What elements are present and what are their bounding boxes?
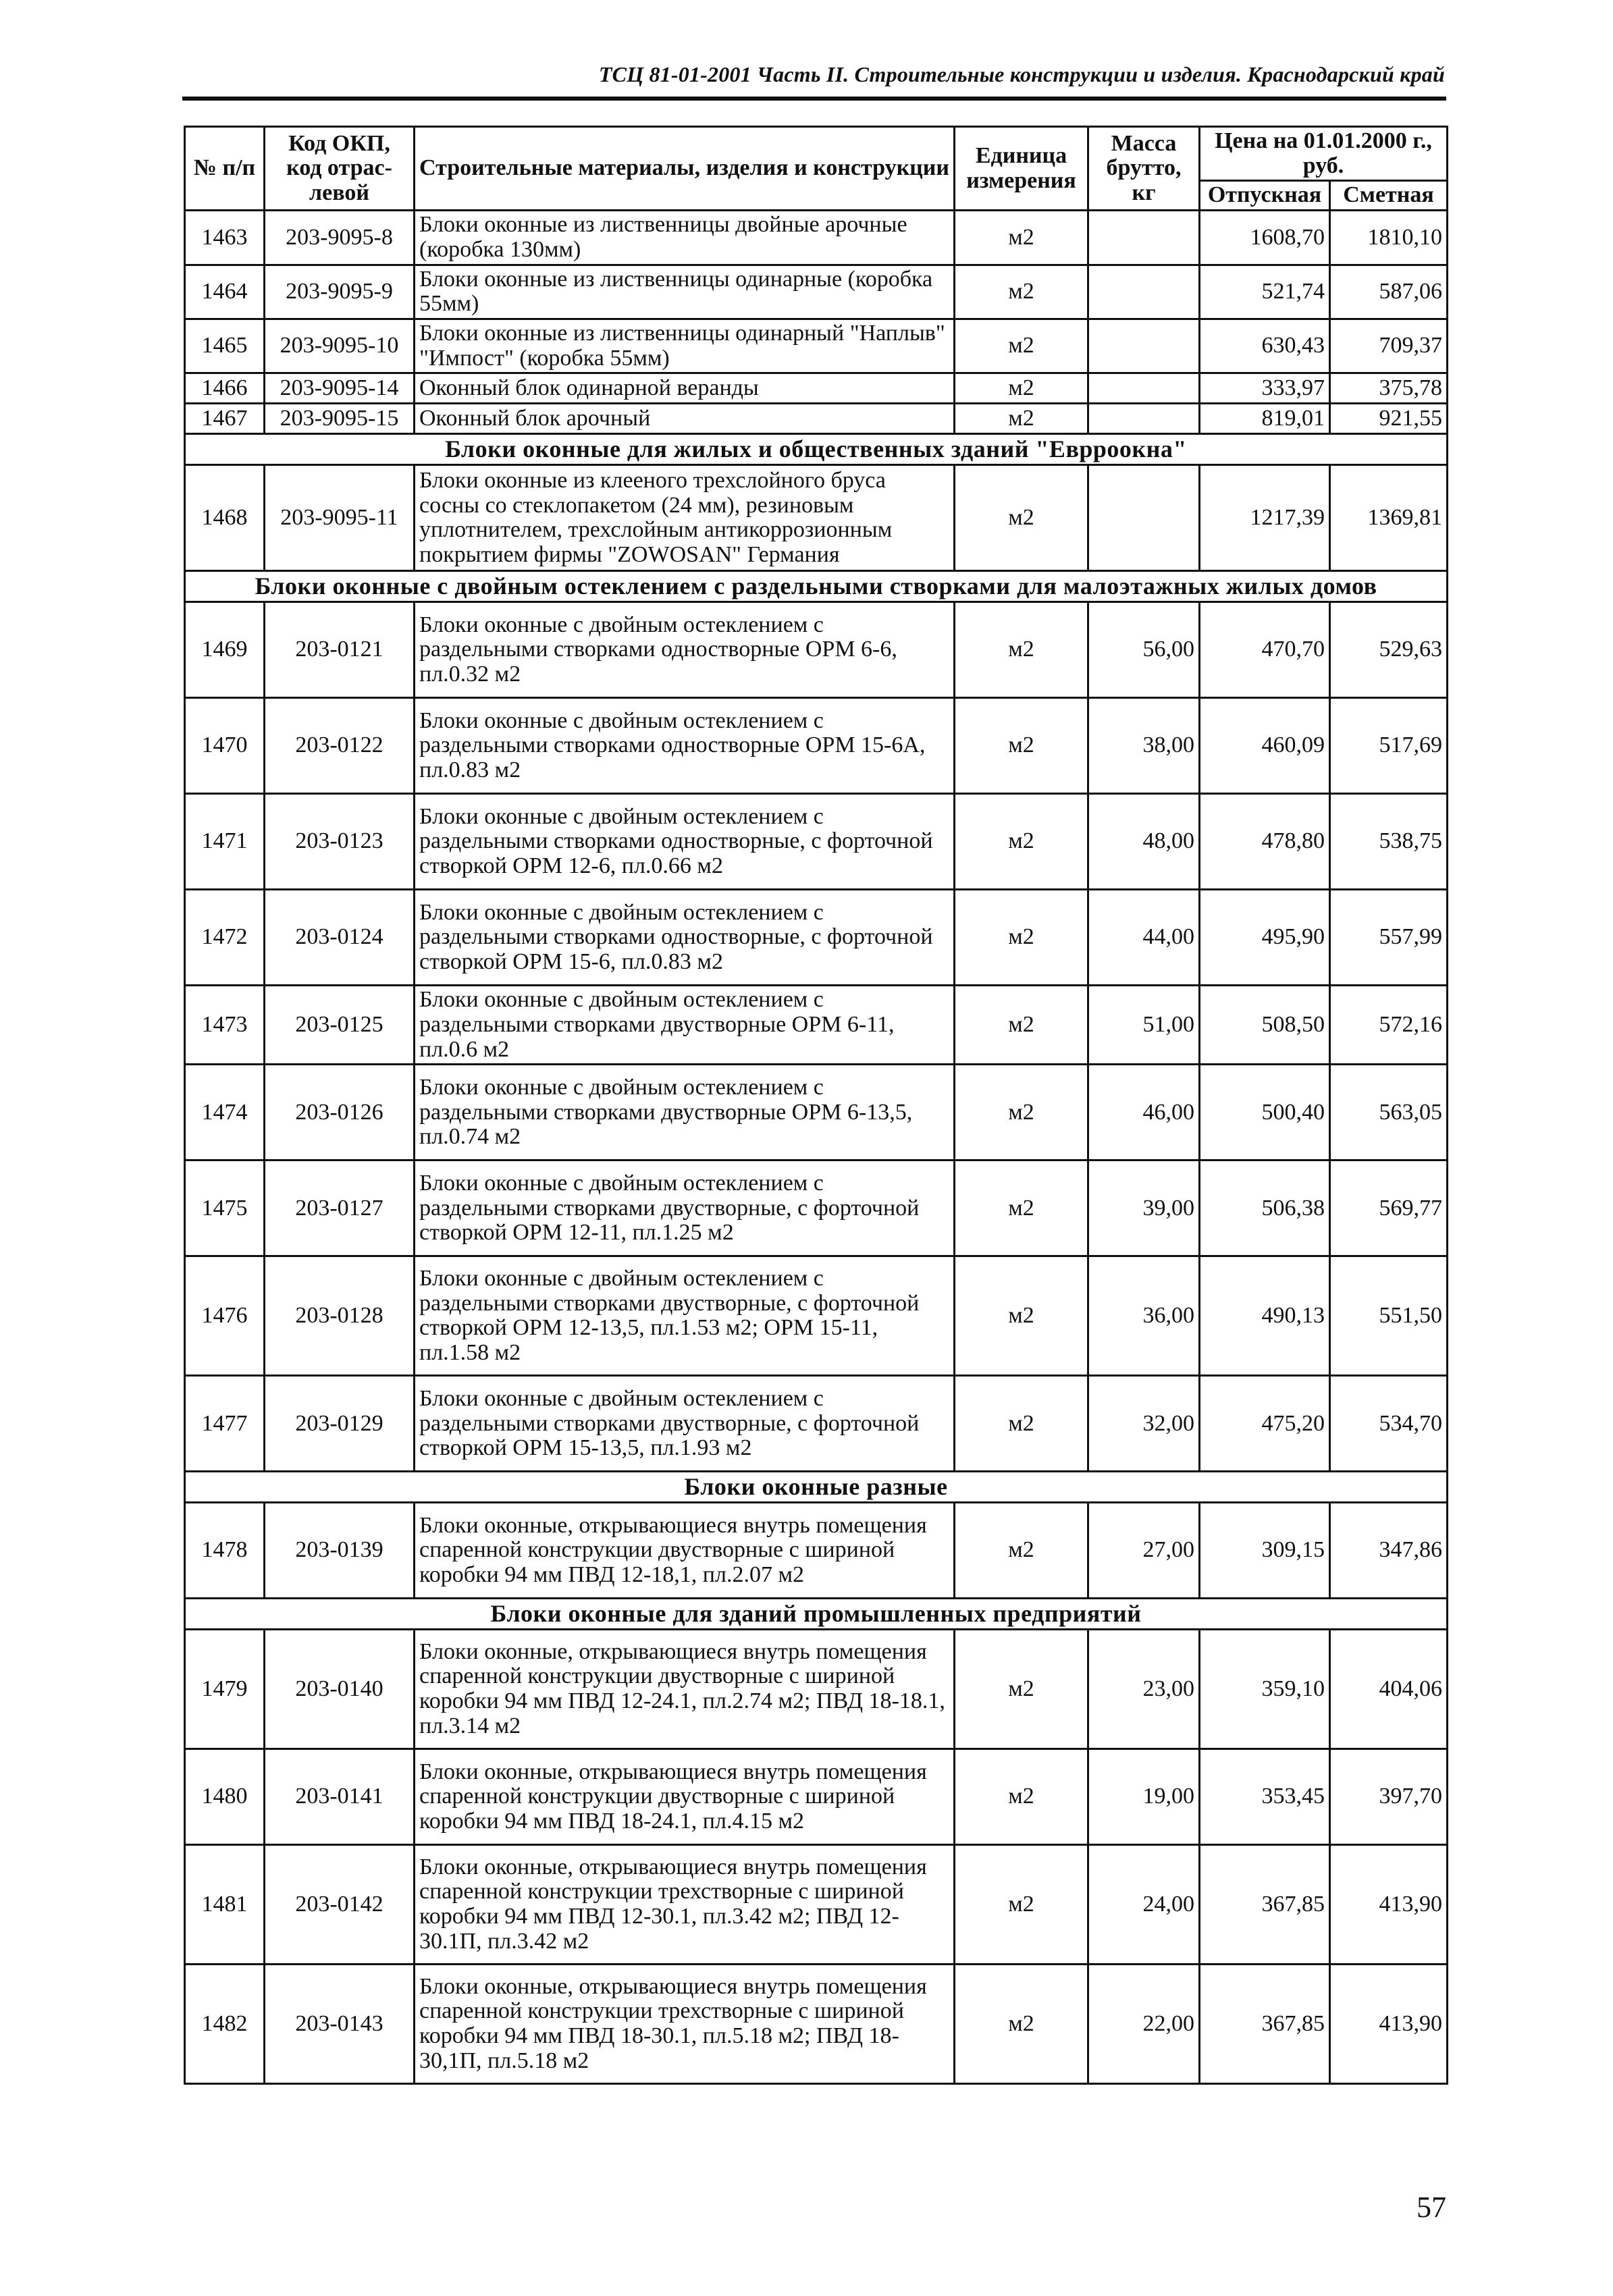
row-name: Блоки оконные с двойным остеклением с раздельными створками одностворные ОРМ 15-6А, пл.0.83 м2 (415, 698, 955, 794)
table-row (185, 1965, 1448, 2084)
table-row (185, 265, 1448, 319)
row-price-estimate: 529,63 (1330, 602, 1448, 698)
row-unit: м2 (955, 211, 1088, 265)
row-price-release: 490,13 (1200, 1256, 1330, 1376)
row-mass: 19,00 (1088, 1749, 1200, 1845)
row-number: 1475 (185, 1160, 265, 1256)
row-unit: м2 (955, 265, 1088, 319)
row-number: 1480 (185, 1749, 265, 1845)
row-price-release: 521,74 (1200, 265, 1330, 319)
row-unit: м2 (955, 986, 1088, 1065)
row-code: 203-0129 (265, 1376, 415, 1472)
row-unit: м2 (955, 890, 1088, 986)
header-price-group: Цена на 01.01.2000 г., руб. (1200, 127, 1448, 181)
row-name: Блоки оконные из лиственницы одинарный "Наплыв" "Импост" (коробка 55мм) (415, 319, 955, 373)
row-price-estimate: 375,78 (1330, 373, 1448, 404)
row-number: 1474 (185, 1065, 265, 1160)
row-unit: м2 (955, 319, 1088, 373)
row-price-estimate: 1369,81 (1330, 465, 1448, 571)
row-code: 203-0140 (265, 1630, 415, 1749)
row-number: 1473 (185, 986, 265, 1065)
row-name: Оконный блок арочный (415, 404, 955, 434)
header-code: Код ОКП, код отрас-левой (265, 127, 415, 211)
row-price-estimate: 1810,10 (1330, 211, 1448, 265)
row-mass (1088, 211, 1200, 265)
row-number: 1467 (185, 404, 265, 434)
table-row (185, 1503, 1448, 1599)
row-number: 1477 (185, 1376, 265, 1472)
row-name: Блоки оконные, открывающиеся внутрь помещения спаренной конструкции двустворные с шириной коробки 94 мм ПВД 12-24.1, пл.2.74 м2; ПВД 18-18.1, пл.3.14 м2 (415, 1630, 955, 1749)
row-number: 1463 (185, 211, 265, 265)
row-price-release: 478,80 (1200, 794, 1330, 890)
row-price-release: 353,45 (1200, 1749, 1330, 1845)
row-number: 1466 (185, 373, 265, 404)
row-mass: 56,00 (1088, 602, 1200, 698)
row-price-release: 470,70 (1200, 602, 1330, 698)
row-number: 1482 (185, 1965, 265, 2084)
row-price-release: 367,85 (1200, 1965, 1330, 2084)
table-header (185, 127, 1448, 211)
row-mass: 44,00 (1088, 890, 1200, 986)
row-price-release: 630,43 (1200, 319, 1330, 373)
row-code: 203-9095-8 (265, 211, 415, 265)
row-number: 1478 (185, 1503, 265, 1599)
row-name: Блоки оконные из лиственницы двойные арочные (коробка 130мм) (415, 211, 955, 265)
row-price-release: 819,01 (1200, 404, 1330, 434)
section-title: Блоки оконные для жилых и общественных зданий "Еврроокна" (185, 434, 1448, 465)
row-mass: 51,00 (1088, 986, 1200, 1065)
row-mass: 39,00 (1088, 1160, 1200, 1256)
row-mass (1088, 265, 1200, 319)
row-name: Блоки оконные с двойным остеклением с раздельными створками двустворные ОРМ 6-11, пл.0.6 м2 (415, 986, 955, 1065)
row-price-estimate: 538,75 (1330, 794, 1448, 890)
row-name: Оконный блок одинарной веранды (415, 373, 955, 404)
row-price-estimate: 551,50 (1330, 1256, 1448, 1376)
row-name: Блоки оконные с двойным остеклением с раздельными створками одностворные, с форточной створкой ОРМ 15-6, пл.0.83 м2 (415, 890, 955, 986)
row-price-estimate: 517,69 (1330, 698, 1448, 794)
table-row (185, 404, 1448, 434)
row-number: 1470 (185, 698, 265, 794)
row-code: 203-0121 (265, 602, 415, 698)
row-code: 203-9095-14 (265, 373, 415, 404)
row-unit: м2 (955, 1965, 1088, 2084)
header-mass: Масса брутто, кг (1088, 127, 1200, 211)
row-price-estimate: 587,06 (1330, 265, 1448, 319)
page-number: 57 (1417, 2191, 1446, 2224)
row-name: Блоки оконные с двойным остеклением с раздельными створками двустворные, с форточной створкой ОРМ 12-11, пл.1.25 м2 (415, 1160, 955, 1256)
row-price-release: 333,97 (1200, 373, 1330, 404)
table-row (185, 1749, 1448, 1845)
row-name: Блоки оконные с двойным остеклением с раздельными створками двустворные ОРМ 6-13,5, пл.0.74 м2 (415, 1065, 955, 1160)
row-price-estimate: 569,77 (1330, 1160, 1448, 1256)
row-price-release: 359,10 (1200, 1630, 1330, 1749)
header-rule (182, 97, 1446, 101)
row-mass (1088, 373, 1200, 404)
row-price-release: 1217,39 (1200, 465, 1330, 571)
row-code: 203-9095-15 (265, 404, 415, 434)
row-price-release: 460,09 (1200, 698, 1330, 794)
header-name: Строительные материалы, изделия и конструкции (415, 127, 955, 211)
row-number: 1469 (185, 602, 265, 698)
table-row (185, 890, 1448, 986)
row-unit: м2 (955, 1749, 1088, 1845)
table-body (185, 211, 1448, 2084)
row-mass: 24,00 (1088, 1845, 1200, 1965)
row-price-release: 500,40 (1200, 1065, 1330, 1160)
row-mass: 36,00 (1088, 1256, 1200, 1376)
row-mass: 32,00 (1088, 1376, 1200, 1472)
table-row (185, 1256, 1448, 1376)
row-code: 203-9095-10 (265, 319, 415, 373)
table-row (185, 373, 1448, 404)
row-unit: м2 (955, 373, 1088, 404)
row-unit: м2 (955, 1845, 1088, 1965)
section-row (185, 434, 1448, 465)
row-code: 203-0127 (265, 1160, 415, 1256)
row-price-estimate: 563,05 (1330, 1065, 1448, 1160)
row-number: 1476 (185, 1256, 265, 1376)
row-price-release: 495,90 (1200, 890, 1330, 986)
row-number: 1468 (185, 465, 265, 571)
row-unit: м2 (955, 1376, 1088, 1472)
row-number: 1479 (185, 1630, 265, 1749)
table-row (185, 211, 1448, 265)
row-price-estimate: 921,55 (1330, 404, 1448, 434)
row-price-estimate: 557,99 (1330, 890, 1448, 986)
row-price-estimate: 397,70 (1330, 1749, 1448, 1845)
row-price-estimate: 572,16 (1330, 986, 1448, 1065)
row-name: Блоки оконные с двойным остеклением с раздельными створками двустворные, с форточной створкой ОРМ 12-13,5, пл.1.53 м2; ОРМ 15-11, пл.1.58 м2 (415, 1256, 955, 1376)
row-number: 1464 (185, 265, 265, 319)
row-mass (1088, 319, 1200, 373)
table-row (185, 1845, 1448, 1965)
header-price-estimate: Сметная (1330, 181, 1448, 211)
row-name: Блоки оконные с двойным остеклением с раздельными створками одностворные ОРМ 6-6, пл.0.32 м2 (415, 602, 955, 698)
section-row (185, 1599, 1448, 1630)
row-name: Блоки оконные, открывающиеся внутрь помещения спаренной конструкции двустворные с шириной коробки 94 мм ПВД 18-24.1, пл.4.15 м2 (415, 1749, 955, 1845)
row-price-release: 309,15 (1200, 1503, 1330, 1599)
row-unit: м2 (955, 1160, 1088, 1256)
row-price-estimate: 347,86 (1330, 1503, 1448, 1599)
row-code: 203-0143 (265, 1965, 415, 2084)
table-row (185, 602, 1448, 698)
row-mass: 22,00 (1088, 1965, 1200, 2084)
row-code: 203-0124 (265, 890, 415, 986)
row-unit: м2 (955, 1630, 1088, 1749)
section-row (185, 1472, 1448, 1503)
section-row (185, 571, 1448, 602)
row-unit: м2 (955, 698, 1088, 794)
row-unit: м2 (955, 602, 1088, 698)
row-mass: 46,00 (1088, 1065, 1200, 1160)
row-name: Блоки оконные из клееного трехслойного бруса сосны со стеклопакетом (24 мм), резиновым уплотнителем, трехслойным антикоррозионным покрытием фирмы "ZOWOSAN" Германия (415, 465, 955, 571)
row-code: 203-0123 (265, 794, 415, 890)
row-name: Блоки оконные с двойным остеклением с раздельными створками одностворные, с форточной створкой ОРМ 12-6, пл.0.66 м2 (415, 794, 955, 890)
header-num: № п/п (185, 127, 265, 211)
row-number: 1471 (185, 794, 265, 890)
row-code: 203-9095-11 (265, 465, 415, 571)
row-code: 203-0141 (265, 1749, 415, 1845)
row-mass: 48,00 (1088, 794, 1200, 890)
row-price-release: 1608,70 (1200, 211, 1330, 265)
table-row (185, 986, 1448, 1065)
row-price-estimate: 534,70 (1330, 1376, 1448, 1472)
row-price-release: 506,38 (1200, 1160, 1330, 1256)
row-code: 203-9095-9 (265, 265, 415, 319)
row-price-estimate: 709,37 (1330, 319, 1448, 373)
row-code: 203-0128 (265, 1256, 415, 1376)
table-row (185, 1630, 1448, 1749)
row-name: Блоки оконные, открывающиеся внутрь помещения спаренной конструкции трехстворные с шириной коробки 94 мм ПВД 18-30.1, пл.5.18 м2; ПВД 18-30,1П, пл.5.18 м2 (415, 1965, 955, 2084)
section-title: Блоки оконные с двойным остеклением с раздельными створками для малоэтажных жилых домов (185, 571, 1448, 602)
table-row (185, 1160, 1448, 1256)
section-title: Блоки оконные для зданий промышленных предприятий (185, 1599, 1448, 1630)
running-header: ТСЦ 81-01-2001 Часть II. Строительные конструкции и изделия. Краснодарский край (598, 62, 1445, 86)
row-mass (1088, 404, 1200, 434)
row-unit: м2 (955, 404, 1088, 434)
table-row (185, 794, 1448, 890)
row-price-estimate: 413,90 (1330, 1845, 1448, 1965)
row-mass: 38,00 (1088, 698, 1200, 794)
row-number: 1465 (185, 319, 265, 373)
row-code: 203-0139 (265, 1503, 415, 1599)
row-name: Блоки оконные из лиственницы одинарные (коробка 55мм) (415, 265, 955, 319)
header-unit: Единица измерения (955, 127, 1088, 211)
header-price-release: Отпускная (1200, 181, 1330, 211)
row-price-release: 367,85 (1200, 1845, 1330, 1965)
row-unit: м2 (955, 1065, 1088, 1160)
row-code: 203-0126 (265, 1065, 415, 1160)
table-row (185, 465, 1448, 571)
table-row (185, 698, 1448, 794)
table-row (185, 1065, 1448, 1160)
row-code: 203-0142 (265, 1845, 415, 1965)
row-price-release: 475,20 (1200, 1376, 1330, 1472)
row-unit: м2 (955, 794, 1088, 890)
table-row (185, 1376, 1448, 1472)
row-number: 1481 (185, 1845, 265, 1965)
section-title: Блоки оконные разные (185, 1472, 1448, 1503)
row-price-estimate: 413,90 (1330, 1965, 1448, 2084)
row-mass (1088, 465, 1200, 571)
row-price-release: 508,50 (1200, 986, 1330, 1065)
price-table (184, 126, 1448, 2085)
row-name: Блоки оконные, открывающиеся внутрь помещения спаренной конструкции двустворные с шириной коробки 94 мм ПВД 12-18,1, пл.2.07 м2 (415, 1503, 955, 1599)
row-mass: 27,00 (1088, 1503, 1200, 1599)
row-number: 1472 (185, 890, 265, 986)
row-price-estimate: 404,06 (1330, 1630, 1448, 1749)
row-name: Блоки оконные с двойным остеклением с раздельными створками двустворные, с форточной створкой ОРМ 15-13,5, пл.1.93 м2 (415, 1376, 955, 1472)
row-name: Блоки оконные, открывающиеся внутрь помещения спаренной конструкции трехстворные с шириной коробки 94 мм ПВД 12-30.1, пл.3.42 м2; ПВД 12-30.1П, пл.3.42 м2 (415, 1845, 955, 1965)
row-code: 203-0125 (265, 986, 415, 1065)
row-code: 203-0122 (265, 698, 415, 794)
row-unit: м2 (955, 1256, 1088, 1376)
row-unit: м2 (955, 465, 1088, 571)
table-row (185, 319, 1448, 373)
row-mass: 23,00 (1088, 1630, 1200, 1749)
row-unit: м2 (955, 1503, 1088, 1599)
